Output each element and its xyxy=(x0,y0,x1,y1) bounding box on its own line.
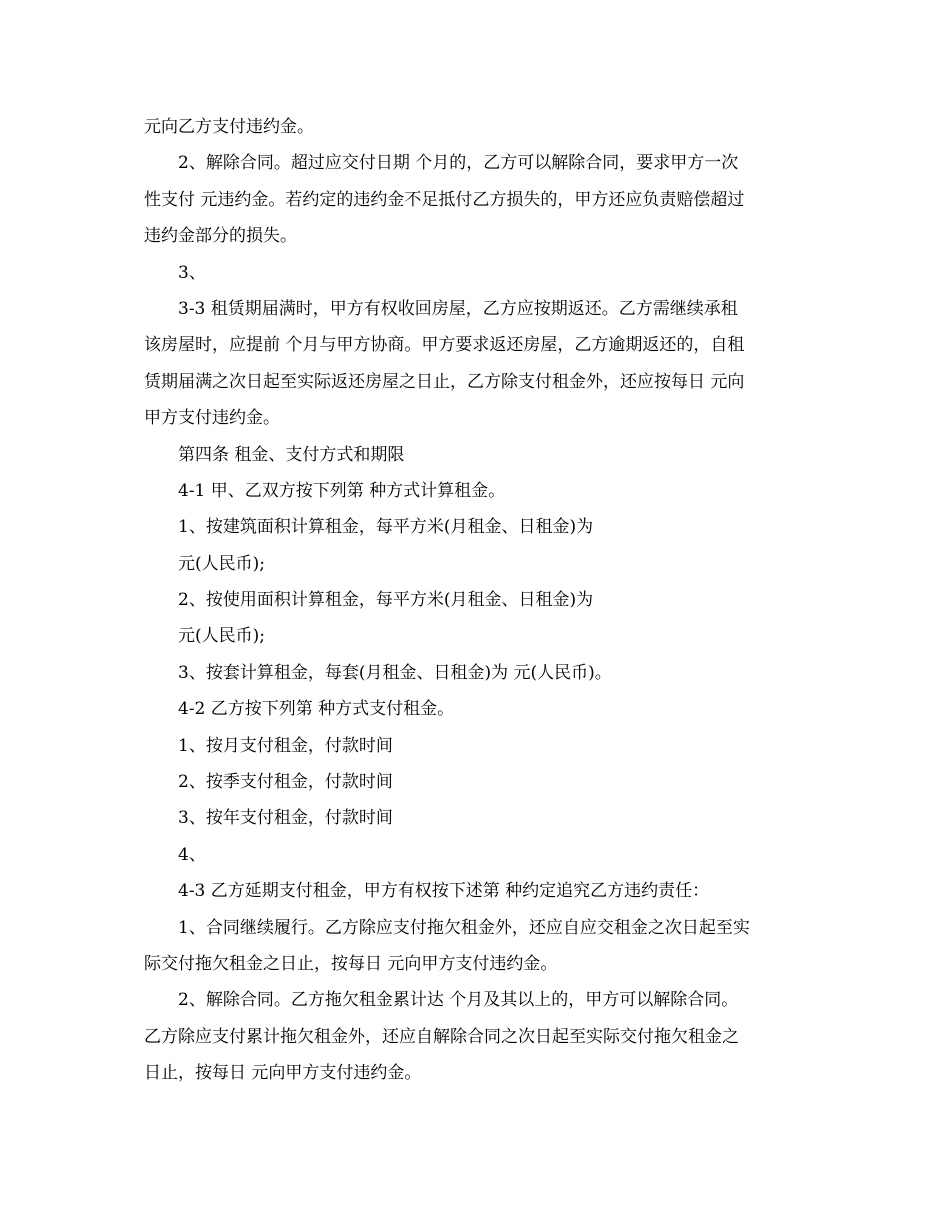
text-line: 4-1 甲、乙双方按下列第 种方式计算租金。 xyxy=(178,480,506,501)
text-line: 元向乙方支付违约金。 xyxy=(144,117,314,137)
text-line: 4-2 乙方按下列第 种方式支付租金。 xyxy=(178,699,455,720)
text-line: 日止，按每日 元向甲方支付违约金。 xyxy=(144,1063,422,1084)
text-line: 4-3 乙方延期支付租金，甲方有权按下述第 种约定追究乙方违约责任： xyxy=(178,881,710,902)
text-line: 元(人民币); xyxy=(178,553,265,574)
text-line: 乙方除应支付累计拖欠租金外，还应自解除合同之次日起至实际交付拖欠租金之 xyxy=(144,1026,739,1047)
text-line: 1、合同继续履行。乙方除应支付拖欠租金外，还应自应交租金之次日起至实 xyxy=(178,917,750,938)
text-line: 2、按季支付租金，付款时间 xyxy=(178,772,393,793)
text-line: 该房屋时，应提前 个月与甲方协商。甲方要求返还房屋，乙方逾期返还的，自租 xyxy=(144,335,745,356)
document-body xyxy=(144,112,824,1095)
text-line: 3、 xyxy=(178,262,206,283)
text-line: 2、解除合同。超过应交付日期 个月的，乙方可以解除合同，要求甲方一次 xyxy=(178,153,739,174)
text-line: 2、按使用面积计算租金，每平方米(月租金、日租金)为 xyxy=(178,590,594,611)
text-line: 1、按月支付租金，付款时间 xyxy=(178,735,393,756)
text-line: 违约金部分的损失。 xyxy=(144,226,297,247)
text-line: 赁期届满之次日起至实际返还房屋之日止，乙方除支付租金外，还应按每日 元向 xyxy=(144,371,745,392)
text-line: 性支付 元违约金。若约定的违约金不足抵付乙方损失的，甲方还应负责赔偿超过 xyxy=(144,189,745,210)
text-line: 1、按建筑面积计算租金，每平方米(月租金、日租金)为 xyxy=(178,517,594,538)
text-line: 元(人民币); xyxy=(178,626,265,647)
text-line: 3、按套计算租金，每套(月租金、日租金)为 元(人民币)。 xyxy=(178,662,612,683)
text-line: 2、解除合同。乙方拖欠租金累计达 个月及其以上的，甲方可以解除合同。 xyxy=(178,990,739,1011)
text-line: 际交付拖欠租金之日止，按每日 元向甲方支付违约金。 xyxy=(144,953,558,974)
text-line: 甲方支付违约金。 xyxy=(144,408,280,429)
section-heading: 第四条 租金、支付方式和期限 xyxy=(178,444,405,465)
text-line: 3、按年支付租金，付款时间 xyxy=(178,808,393,829)
text-line: 4、 xyxy=(178,844,206,865)
text-line: 3-3 租赁期届满时，甲方有权收回房屋，乙方应按期返还。乙方需继续承租 xyxy=(178,298,738,319)
